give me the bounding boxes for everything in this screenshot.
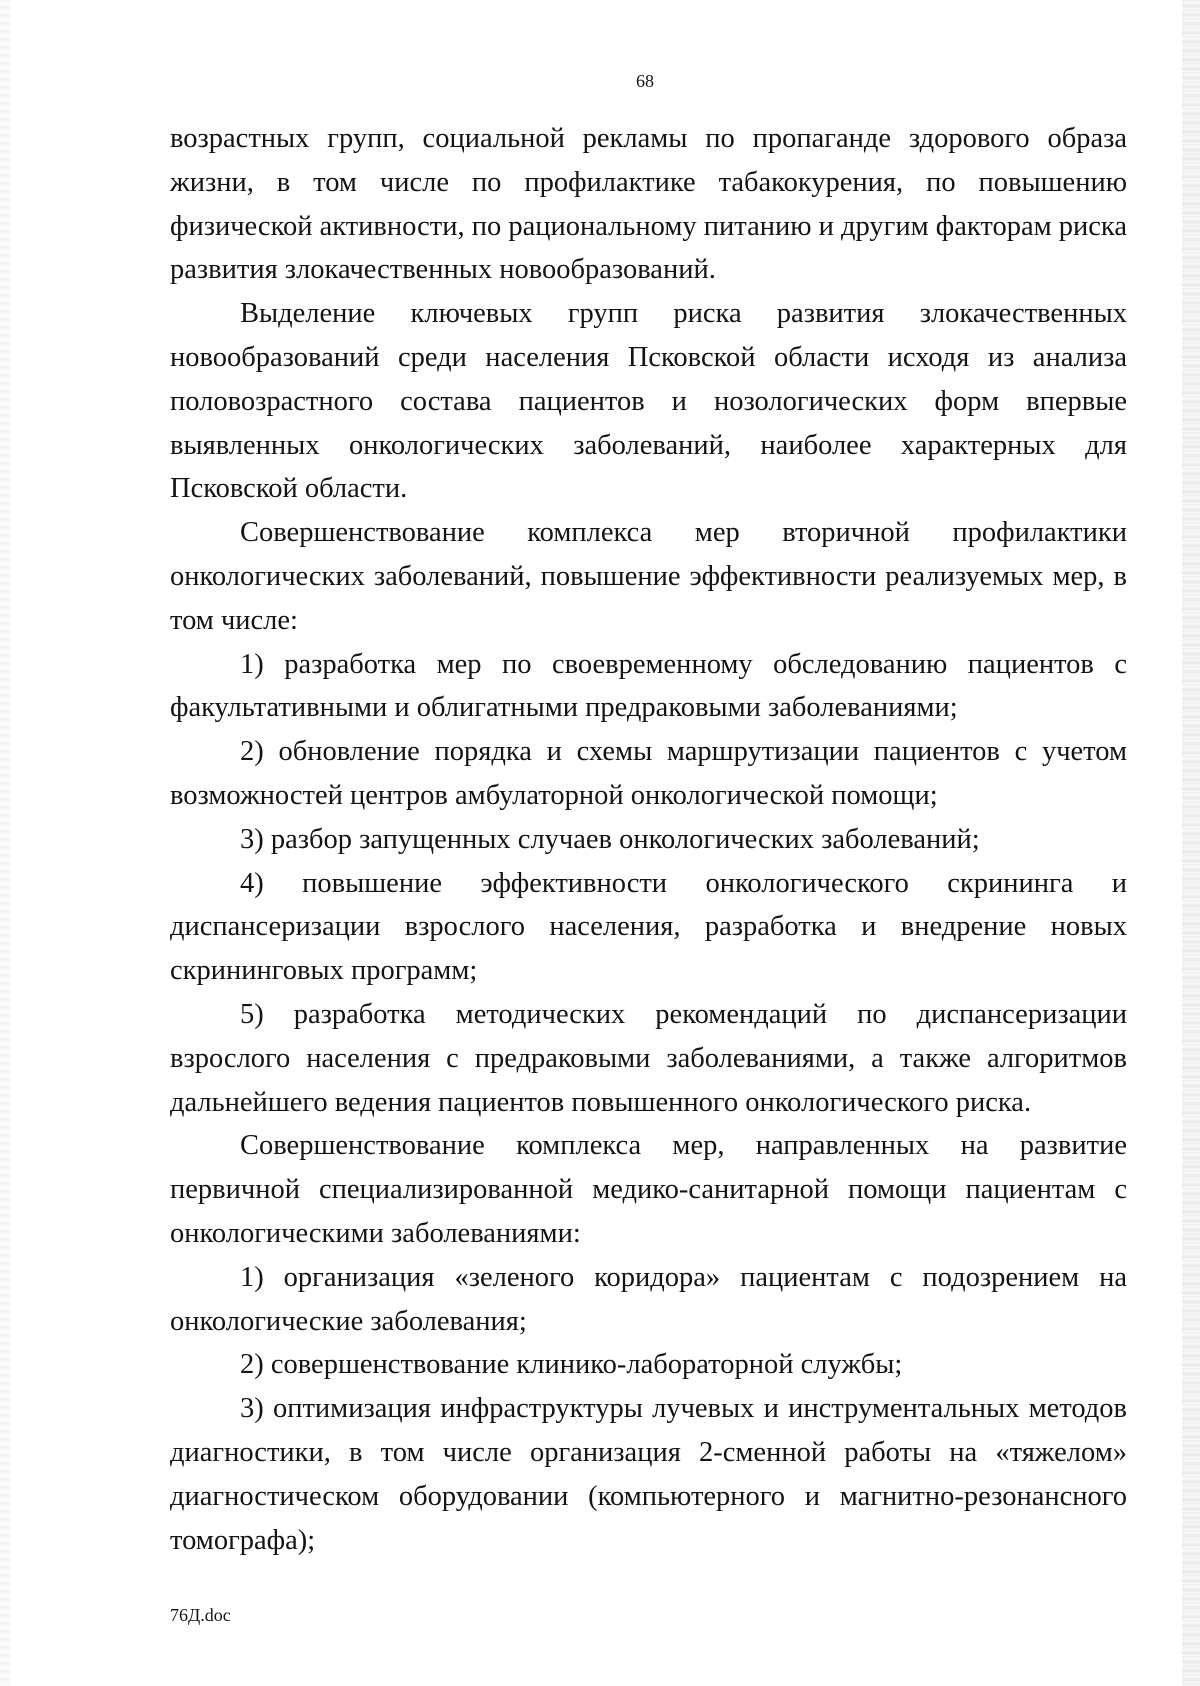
paragraph: Совершенствование комплекса мер вторичной профилактики онкологических заболеваний, повышение эффективности реализуемых мер, в том числе: <box>170 517 1127 636</box>
list-item: 2) обновление порядка и схемы маршрутизации пациентов с учетом возможностей центров амбулаторной онкологической помощи; <box>170 736 1127 811</box>
list-item: 1) организация «зеленого коридора» пациентам с подозрением на онкологические заболевания; <box>170 1261 1127 1337</box>
document-body <box>170 117 1127 1562</box>
paragraph: Выделение ключевых групп риска развития злокачественных новообразований среди населения Псковской области исходя из анализа половозрастного состава пациентов и нозологических форм впервые выявленных онкологических заболеваний, наиболее характерных для Псковской области. <box>170 298 1127 505</box>
paragraph: Совершенствование комплекса мер, направленных на развитие первичной специализированной медико-санитарной помощи пациентам с онкологическими заболеваниями: <box>170 1130 1127 1249</box>
list-item: 5) разработка методических рекомендаций по диспансеризации взрослого населения с предраковыми заболеваниями, а также алгоритмов дальнейшего ведения пациентов повышенного онкологического риска. <box>170 998 1127 1118</box>
footer-filename: 76Д.doc <box>170 1605 231 1625</box>
page-number: 68 <box>636 71 654 91</box>
scan-edge-left <box>0 0 10 1686</box>
list-item: 2) совершенствование клинико-лабораторной службы; <box>240 1349 903 1381</box>
list-item: 3) оптимизация инфраструктуры лучевых и инструментальных методов диагностики, в том числе организация 2-сменной работы на «тяжелом» диагностическом оборудовании (компьютерного и магнитно-резонансного томографа); <box>170 1393 1127 1556</box>
list-item: 4) повышение эффективности онкологического скрининга и диспансеризации взрослого населения, разработка и внедрение новых скрининговых программ; <box>170 867 1127 987</box>
list-item: 3) разбор запущенных случаев онкологических заболеваний; <box>240 823 980 855</box>
list-item: 1) разработка мер по своевременному обследованию пациентов с факультативными и облигатными предраковыми заболеваниями; <box>170 648 1127 724</box>
scan-edge-right <box>1182 0 1200 1686</box>
paragraph-continuation: возрастных групп, социальной рекламы по пропаганде здорового образа жизни, в том числе по профилактике табакокурения, по повышению физической активности, по рациональному питанию и другим факторам риска развития злокачественных новообразований. <box>170 123 1127 286</box>
